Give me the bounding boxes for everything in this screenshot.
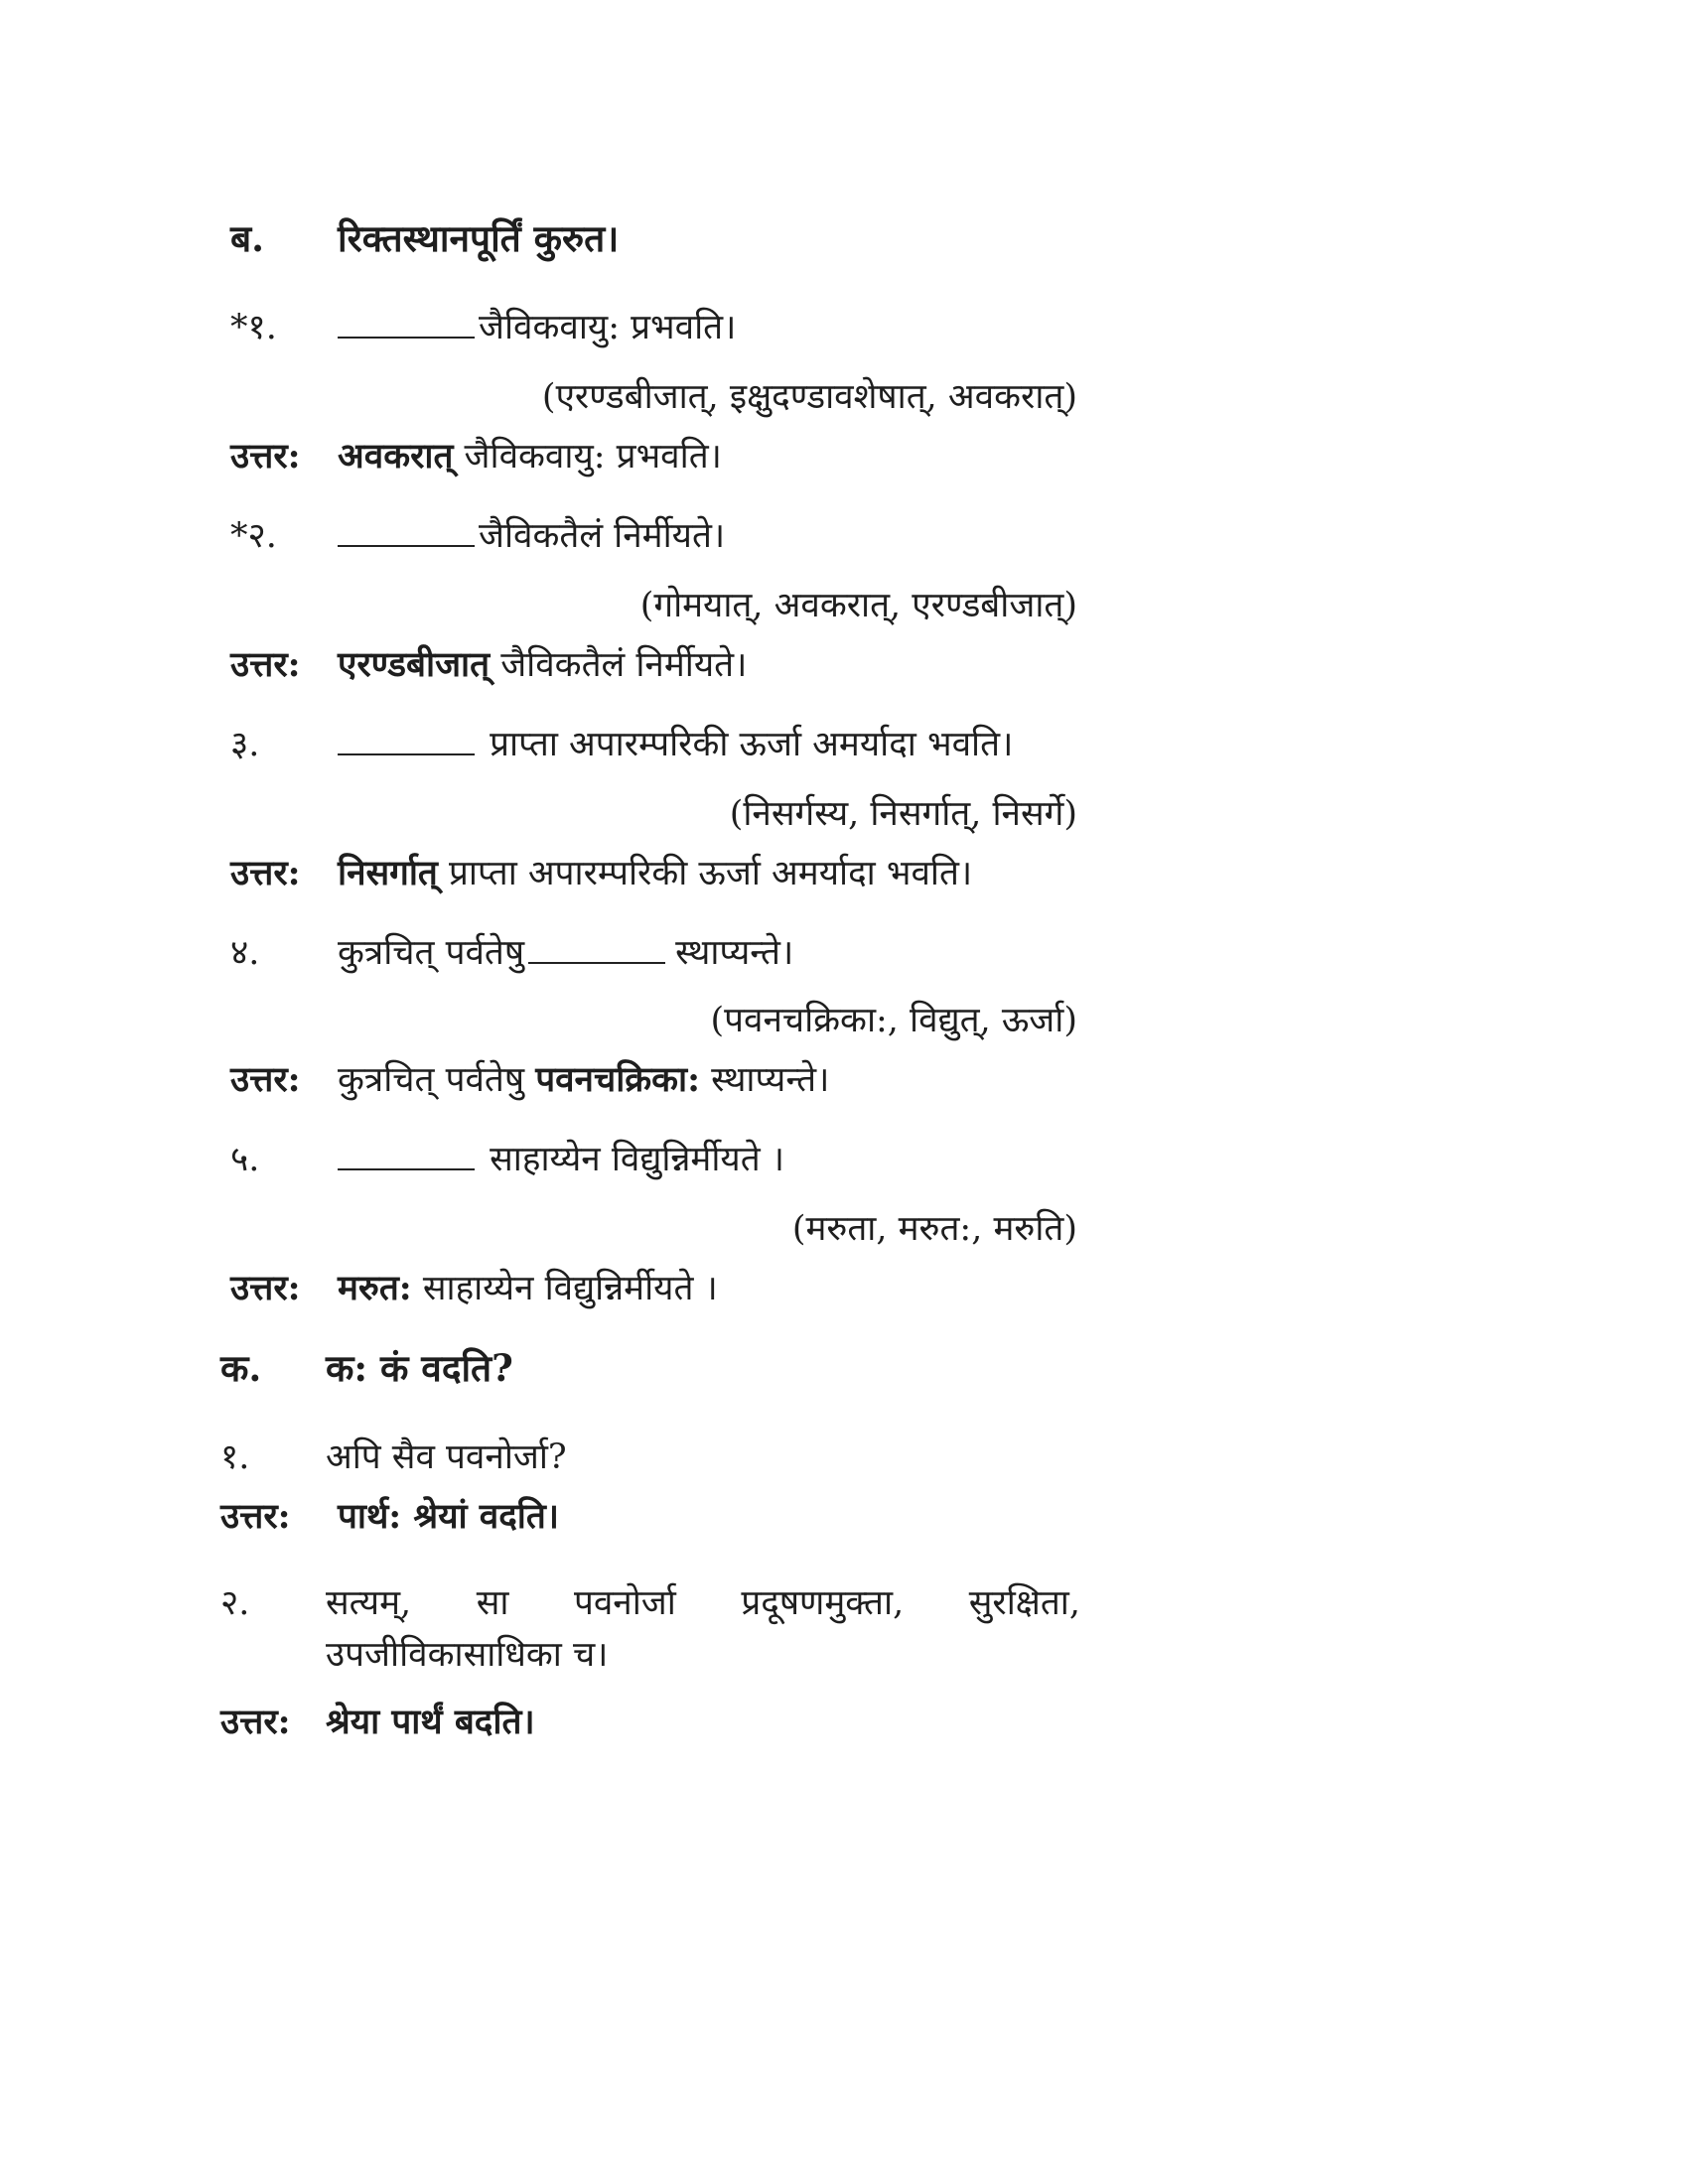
section-b-title: रिक्तस्थानपूर्तिं कुरुत।: [338, 216, 620, 260]
question-text-post: स्थाप्यन्ते।: [675, 933, 794, 973]
answer-text: पार्थ: श्रेयां वदति।: [338, 1496, 560, 1537]
question-number: २.: [220, 1583, 250, 1623]
answer-label: उत्तर:: [230, 1059, 301, 1100]
question-text: प्राप्ता अपारम्परिकी ऊर्जा अमर्यादा भवति।: [490, 725, 1014, 764]
question-text: साहाय्येन विद्युन्निर्मीयते ।: [490, 1140, 785, 1179]
section-k-title: क: कं वदति?: [326, 1346, 513, 1390]
question-number: *२.: [230, 516, 277, 556]
answer-label: उत्तर:: [220, 1496, 291, 1537]
answer-word: अवकरात्: [338, 436, 454, 477]
question-word: सुरक्षिता,: [968, 1583, 1080, 1623]
question-word: सा: [476, 1583, 509, 1623]
question-number: *१.: [230, 308, 277, 347]
answer-text: श्रेया पार्थं बदति।: [326, 1702, 535, 1742]
question-text: उपजीविकासाधिका च।: [326, 1635, 609, 1675]
answer-label: उत्तर:: [230, 853, 301, 893]
blank-line: [338, 307, 475, 339]
section-k-label: क.: [220, 1346, 262, 1390]
question-text: जैविकवायु: प्रभवति।: [479, 308, 737, 347]
question-word: पवनोर्जा: [573, 1583, 676, 1623]
answer-word: पवनचक्रिका:: [535, 1059, 701, 1100]
blank-line: [338, 1139, 475, 1170]
answer-text: साहाय्येन विद्युन्निर्मीयते ।: [411, 1269, 718, 1308]
options-b1: (एरण्डबीजात्, इक्षुदण्डावशेषात्, अवकरात्): [541, 377, 1077, 417]
question-number: ५.: [230, 1140, 260, 1179]
question-number: १.: [220, 1437, 250, 1477]
answer-text: जैविकवायु: प्रभवति।: [453, 437, 722, 477]
question-number: ४.: [230, 933, 260, 973]
answer-label: उत्तर:: [230, 644, 301, 685]
answer-word: मरुत:: [338, 1268, 412, 1308]
question-word: प्रदूषणमुक्ता,: [741, 1583, 905, 1623]
blank-line: [338, 724, 475, 755]
question-word: सत्यम्,: [326, 1583, 412, 1623]
options-b5: (मरुता, मरुत:, मरुति): [791, 1209, 1077, 1249]
answer-text-pre: कुत्रचित् पर्वतेषु: [338, 1060, 536, 1100]
question-text: जैविकतैलं निर्मीयते।: [479, 516, 726, 556]
options-b2: (गोमयात्, अवकरात्, एरण्डबीजात्): [639, 586, 1077, 625]
question-text: अपि सैव पवनोर्जा?: [326, 1437, 567, 1477]
answer-label: उत्तर:: [230, 1268, 301, 1308]
answer-label: उत्तर:: [220, 1702, 291, 1742]
answer-label: उत्तर:: [230, 436, 301, 477]
answer-word: निसर्गात्: [338, 853, 438, 893]
options-b3: (निसर्गस्य, निसर्गात्, निसर्गे): [729, 794, 1077, 834]
question-text-justified: [326, 1578, 1080, 1628]
blank-line: [338, 515, 475, 547]
answer-text: स्थाप्यन्ते।: [700, 1060, 830, 1100]
question-number: ३.: [230, 725, 260, 764]
blank-line: [528, 932, 665, 964]
question-text-pre: कुत्रचित् पर्वतेषु: [338, 933, 525, 973]
answer-text: जैविकतैलं निर्मीयते।: [490, 645, 748, 685]
answer-word: एरण्डबीजात्: [338, 644, 491, 685]
answer-text: प्राप्ता अपारम्परिकी ऊर्जा अमर्यादा भवति।: [437, 854, 973, 893]
options-b4: (पवनचक्रिका:, विद्युत्, ऊर्जा): [710, 1001, 1077, 1040]
section-b-label: ब.: [230, 216, 265, 260]
